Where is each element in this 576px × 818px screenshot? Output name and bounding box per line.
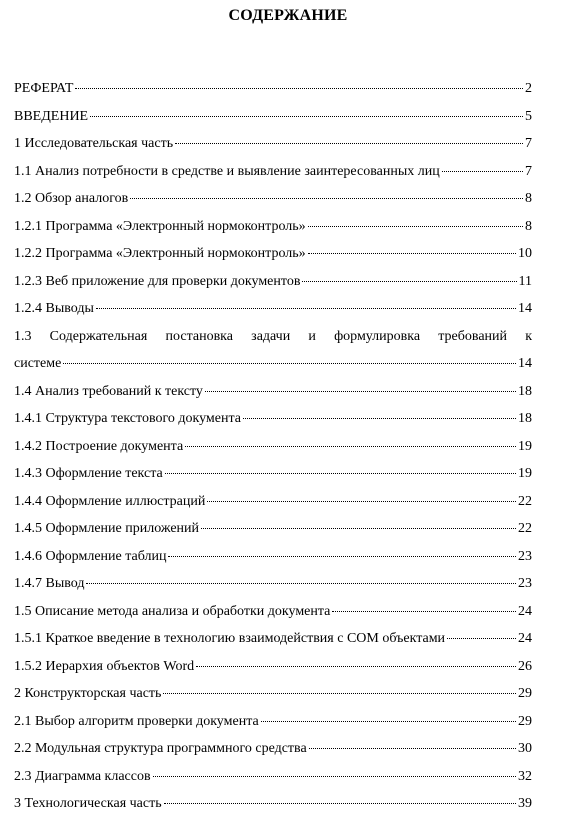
toc-entry-text: 1 Исследовательская часть xyxy=(14,136,174,151)
dot-leader xyxy=(243,404,516,419)
dot-leader xyxy=(164,789,516,804)
toc-entry xyxy=(14,515,532,543)
toc-entry xyxy=(14,708,532,736)
toc-entry xyxy=(14,763,532,791)
toc-page-number: 18 xyxy=(518,383,532,399)
dot-leader xyxy=(309,734,516,749)
toc-entry-text: 1.4.5 Оформление приложений xyxy=(14,521,200,536)
toc-entry-text: 2.1 Выбор алгоритм проверки документа xyxy=(14,713,259,729)
page-title: СОДЕРЖАНИЕ xyxy=(228,7,348,24)
toc-page-number: 32 xyxy=(518,768,532,784)
toc-entry-text: 2 Конструкторская часть xyxy=(14,686,162,701)
toc-page-number: 23 xyxy=(518,576,532,591)
toc-entry xyxy=(14,240,532,268)
toc-entry-text: 3 Технологическая часть xyxy=(14,796,162,811)
dot-leader xyxy=(86,569,516,584)
toc-entry xyxy=(14,213,532,241)
dot-leader xyxy=(175,129,523,144)
toc-page-number: 23 xyxy=(518,548,532,564)
table-of-contents xyxy=(14,75,532,818)
toc-entry-text: 1.1 Анализ потребности в средстве и выявление заинтересованных лиц xyxy=(14,163,440,179)
dot-leader xyxy=(261,707,516,722)
toc-entry xyxy=(14,433,532,461)
toc-page-number: 14 xyxy=(518,356,532,371)
toc-page-number: 2 xyxy=(525,81,532,96)
dot-leader xyxy=(201,514,516,529)
toc-page-number: 19 xyxy=(518,466,532,481)
toc-entry xyxy=(14,323,532,351)
toc-entry-text: 1.2.3 Веб приложение для проверки документов xyxy=(14,273,301,289)
toc-page-number: 19 xyxy=(518,438,532,454)
dot-leader xyxy=(163,679,516,694)
toc-entry xyxy=(14,543,532,571)
dot-leader xyxy=(308,239,516,254)
toc-entry-text: 1.4.3 Оформление текста xyxy=(14,466,163,481)
dot-leader xyxy=(63,349,516,364)
toc-entry-text: РЕФЕРАТ xyxy=(14,81,74,96)
toc-page-number: 30 xyxy=(518,741,532,756)
dot-leader xyxy=(96,294,516,309)
toc-page-number: 18 xyxy=(518,411,532,426)
toc-entry-text: 1.5.1 Краткое введение в технологию взаимодействия с COM объектами xyxy=(14,631,446,646)
dot-leader xyxy=(90,102,523,117)
toc-entry xyxy=(14,790,532,818)
toc-page-number: 39 xyxy=(518,796,532,811)
toc-entry xyxy=(14,460,532,488)
toc-entry-text: 1.4.2 Построение документа xyxy=(14,438,184,454)
toc-entry xyxy=(14,488,532,516)
toc-entry-text: 1.2 Обзор аналогов xyxy=(14,191,129,206)
toc-page-number: 10 xyxy=(518,246,532,261)
toc-page-number: 8 xyxy=(525,191,532,206)
toc-entry-text: системе xyxy=(14,356,62,371)
dot-leader xyxy=(130,184,523,199)
dot-leader xyxy=(442,157,523,172)
dot-leader xyxy=(308,212,523,227)
dot-leader xyxy=(185,432,516,447)
toc-entry xyxy=(14,680,532,708)
toc-entry-text: 1.2.2 Программа «Электронный нормоконтроль» xyxy=(14,246,306,261)
toc-page-number: 22 xyxy=(518,493,532,509)
toc-entry xyxy=(14,598,532,626)
toc-entry-text: 2.3 Диаграмма классов xyxy=(14,768,151,784)
dot-leader xyxy=(207,487,516,502)
dot-leader xyxy=(196,652,516,667)
toc-page-number: 29 xyxy=(518,713,532,729)
toc-entry xyxy=(14,268,532,296)
dot-leader xyxy=(168,542,516,557)
toc-entry xyxy=(14,130,532,158)
toc-page-number: 7 xyxy=(525,136,532,151)
toc-entry xyxy=(14,570,532,598)
toc-entry xyxy=(14,378,532,406)
toc-page-number: 14 xyxy=(518,301,532,316)
toc-entry xyxy=(14,735,532,763)
toc-entry xyxy=(14,103,532,131)
toc-entry xyxy=(14,185,532,213)
toc-entry-text: 1.4.1 Структура текстового документа xyxy=(14,411,241,426)
toc-page-number: 8 xyxy=(525,218,532,234)
toc-entry xyxy=(14,75,532,103)
toc-entry-text: 1.4 Анализ требований к тексту xyxy=(14,383,203,399)
dot-leader xyxy=(447,624,516,639)
toc-page-number: 24 xyxy=(518,603,532,619)
toc-page-number: 24 xyxy=(518,631,532,646)
toc-page-number: 22 xyxy=(518,521,532,536)
toc-entry xyxy=(14,295,532,323)
toc-page-number: 29 xyxy=(518,686,532,701)
toc-entry-text: 1.5.2 Иерархия объектов Word xyxy=(14,658,195,674)
toc-entry-text: 1.3 Содержательная постановка задачи и формулировка требований к xyxy=(14,328,532,344)
dot-leader xyxy=(205,377,516,392)
toc-entry-text: 1.4.6 Оформление таблиц xyxy=(14,548,167,564)
toc-page-number: 26 xyxy=(518,658,532,674)
dot-leader xyxy=(302,267,516,282)
toc-entry-text: 1.4.4 Оформление иллюстраций xyxy=(14,493,206,509)
toc-page-number: 7 xyxy=(525,163,532,179)
toc-entry-text: 1.2.4 Выводы xyxy=(14,301,94,316)
toc-entry-text: 1.2.1 Программа «Электронный нормоконтроль» xyxy=(14,218,306,234)
dot-leader xyxy=(75,74,523,89)
toc-entry xyxy=(14,405,532,433)
toc-entry-text: 1.4.7 Вывод xyxy=(14,576,85,591)
toc-page-number: 11 xyxy=(518,273,532,289)
toc-page-number: 5 xyxy=(525,108,532,124)
toc-entry xyxy=(14,625,532,653)
dot-leader xyxy=(165,459,516,474)
dot-leader xyxy=(332,597,516,612)
toc-entry-text: ВВЕДЕНИЕ xyxy=(14,108,89,124)
toc-entry-continuation xyxy=(14,350,532,378)
toc-entry-text: 2.2 Модульная структура программного средства xyxy=(14,741,307,756)
toc-entry xyxy=(14,158,532,186)
toc-entry-text: 1.5 Описание метода анализа и обработки документа xyxy=(14,603,331,619)
toc-entry xyxy=(14,653,532,681)
dot-leader xyxy=(153,762,516,777)
